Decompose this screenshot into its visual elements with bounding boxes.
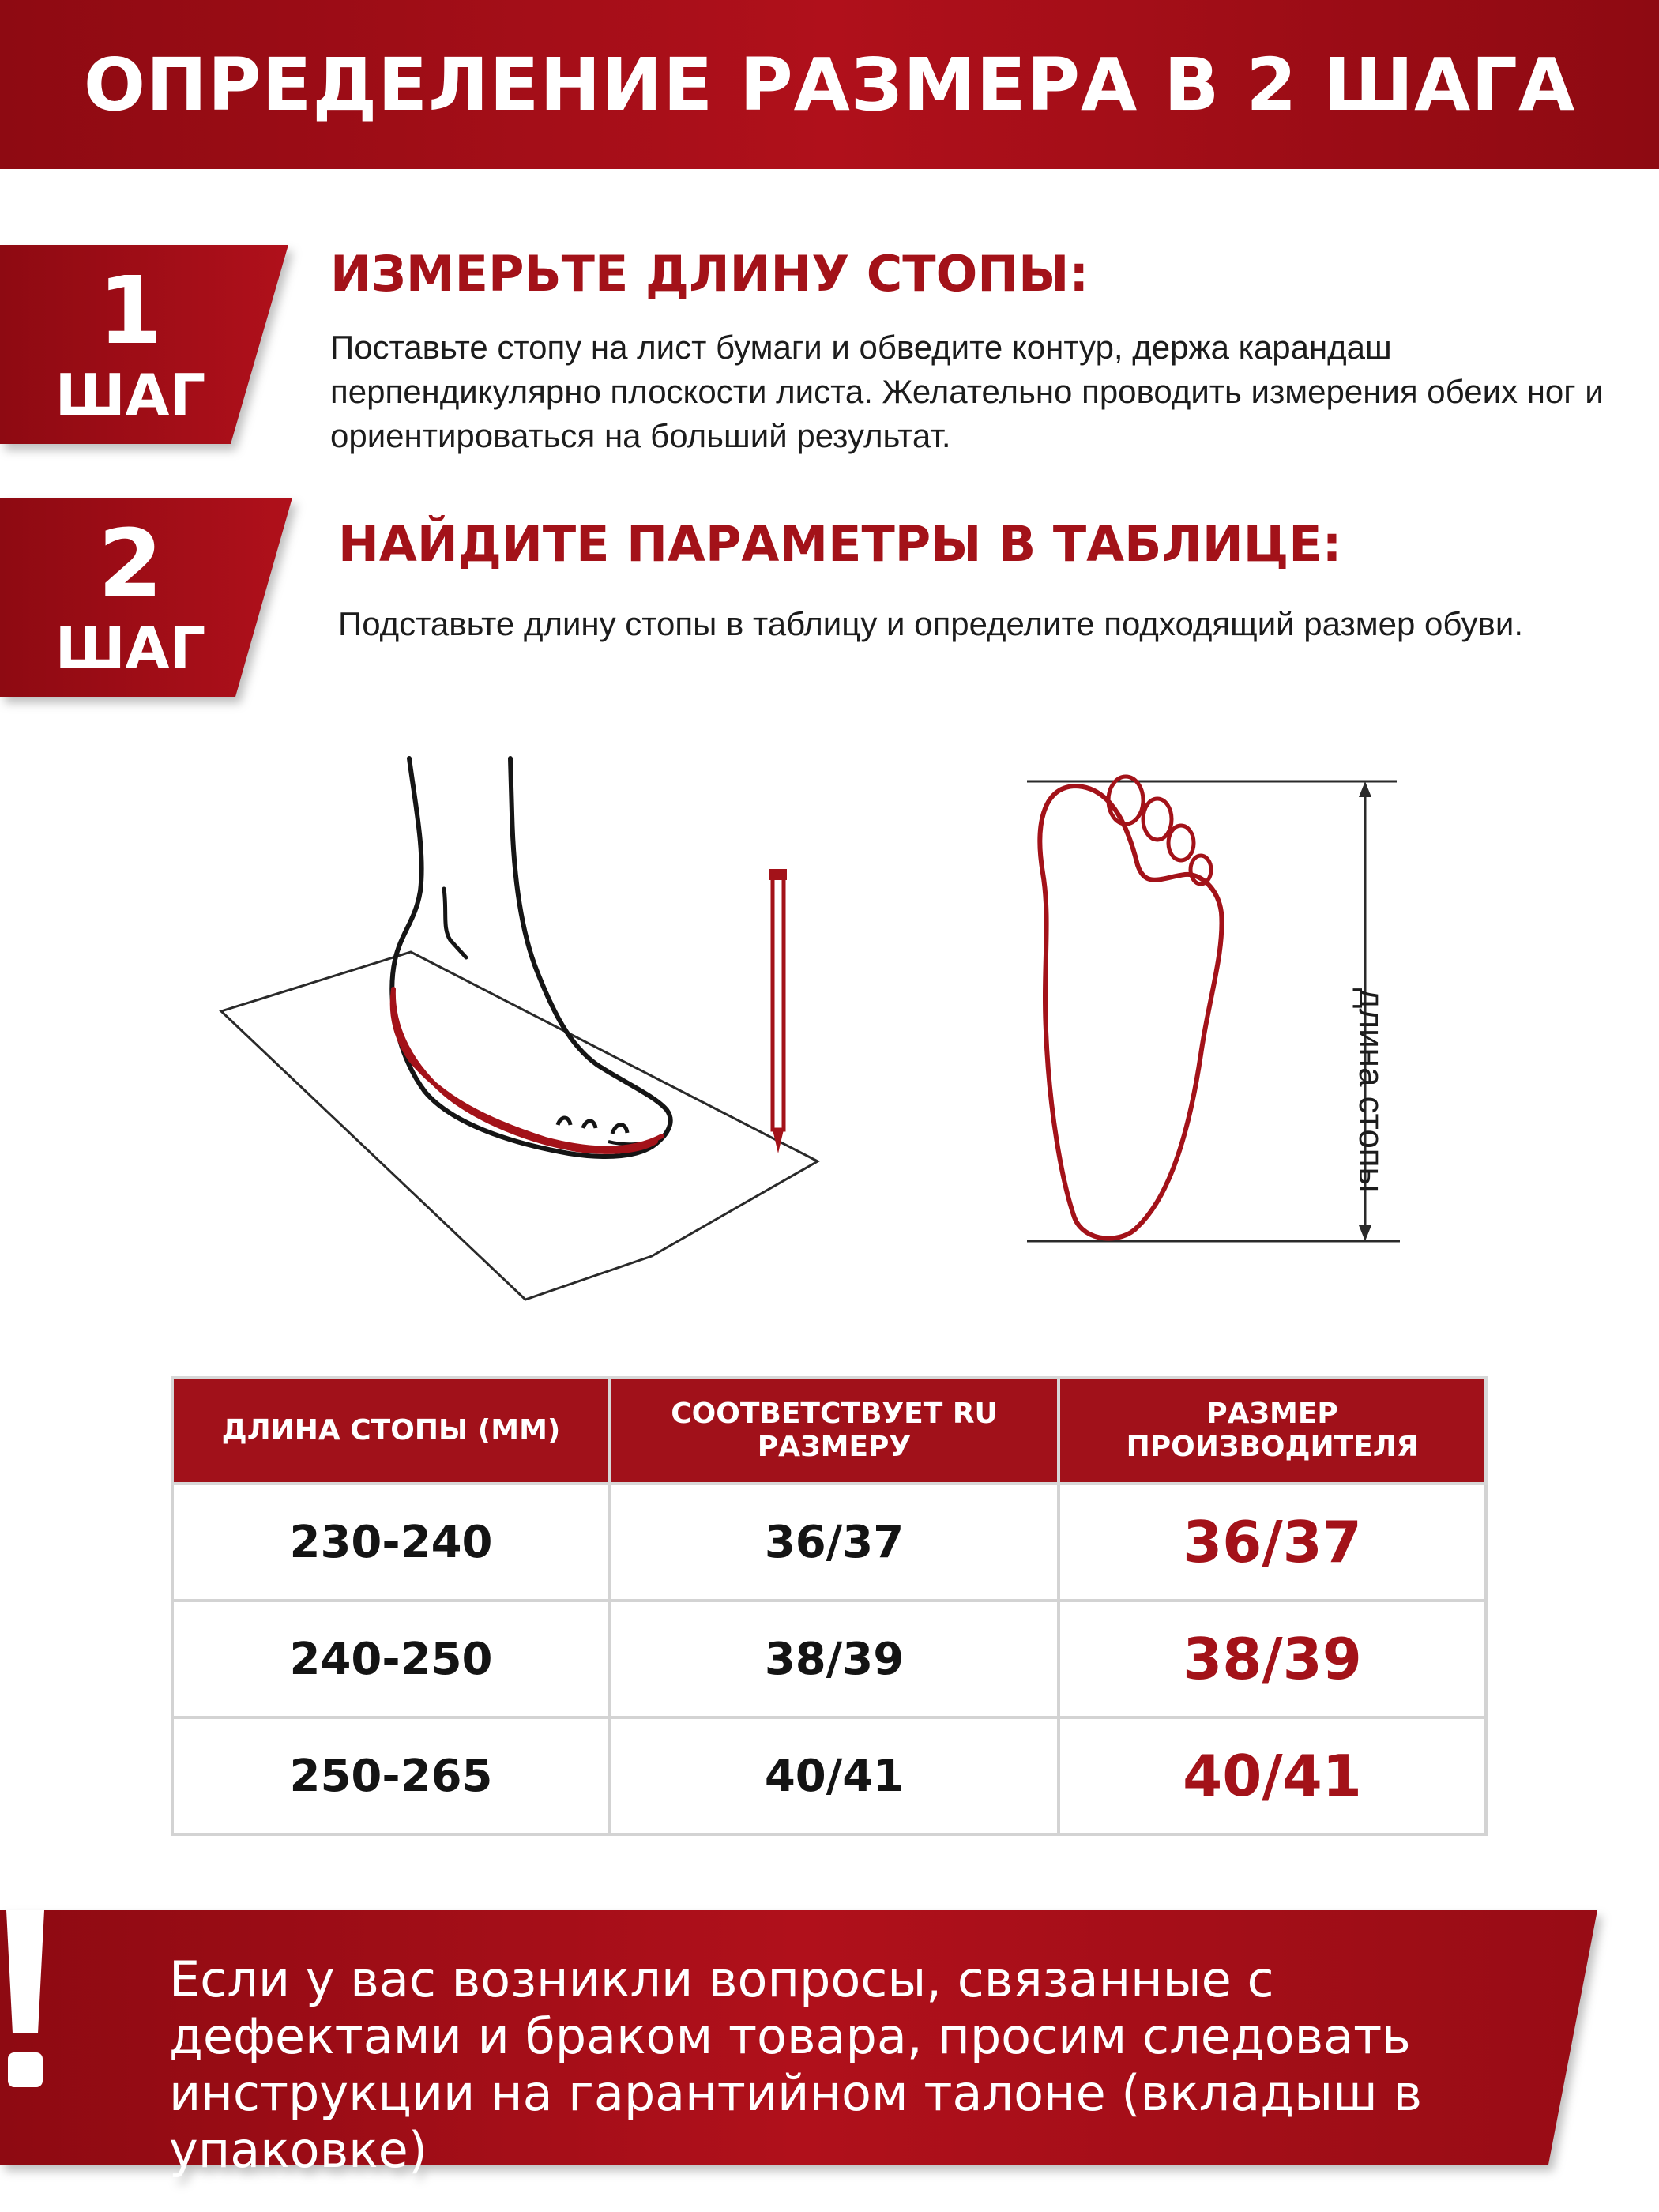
foot-length-cell: 250-265 [172,1717,610,1834]
warranty-notice [0,1910,1604,2179]
ru-size-cell: 40/41 [610,1717,1059,1834]
step-1-text: Поставьте стопу на лист бумаги и обведите контур, держа карандаш перпендикулярно плоскости листа. Желательно проводить измерения обеих ног и ориентироваться на больший результат. [330,329,1604,454]
foot-on-paper-icon [213,750,830,1319]
manufacturer-size-cell: 40/41 [1059,1717,1486,1834]
step-2-word: ШАГ [55,615,206,681]
foot-length-label: длина стопы [1352,988,1390,1193]
header-manufacturer-size: РАЗМЕР ПРОИЗВОДИТЕЛЯ [1059,1378,1486,1484]
step-1-title: ИЗМЕРЬТЕ ДЛИНУ СТОПЫ: [330,245,1089,303]
sole-outline [1040,786,1221,1239]
size-table [171,1376,1488,1836]
ru-size-cell: 38/39 [610,1601,1059,1717]
step-1-badge [0,245,292,444]
manufacturer-size-cell: 38/39 [1059,1601,1486,1717]
table-row [172,1601,1486,1717]
page-title: ОПРЕДЕЛЕНИЕ РАЗМЕРА В 2 ШАГА [83,42,1576,127]
step-1-number: 1 [97,256,164,365]
traced-contour [393,989,662,1152]
ru-size-cell: 36/37 [610,1484,1059,1601]
step-2-title: НАЙДИТЕ ПАРАМЕТРЫ В ТАБЛИЦЕ: [338,515,1342,573]
manufacturer-size-cell: 36/37 [1059,1484,1486,1601]
foot-length-cell: 240-250 [172,1601,610,1717]
table-row [172,1717,1486,1834]
step-1-word: ШАГ [55,362,206,428]
table-row [172,1484,1486,1601]
foot-length-cell: 230-240 [172,1484,610,1601]
header-banner [0,0,1659,169]
notice-text: Если у вас возникли вопросы, связанные с дефектами и браком товара, просим следовать инструкции на гарантийном талоне (вкладыш в упаковке) [169,1951,1423,2179]
step-2-badge [0,498,292,697]
pencil-icon [769,869,787,1153]
step-2-number: 2 [97,509,164,618]
paper-sheet [221,952,818,1300]
step-2-text: Подставьте длину стопы в таблицу и определите подходящий размер обуви. [338,605,1523,642]
exclamation-icon [0,1910,51,2089]
table-header-row [172,1378,1486,1484]
foot-outline [392,758,670,1157]
header-ru-size: СООТВЕТСТВУЕТ RU РАЗМЕРУ [610,1378,1059,1484]
header-foot-length: ДЛИНА СТОПЫ (ММ) [172,1378,610,1484]
